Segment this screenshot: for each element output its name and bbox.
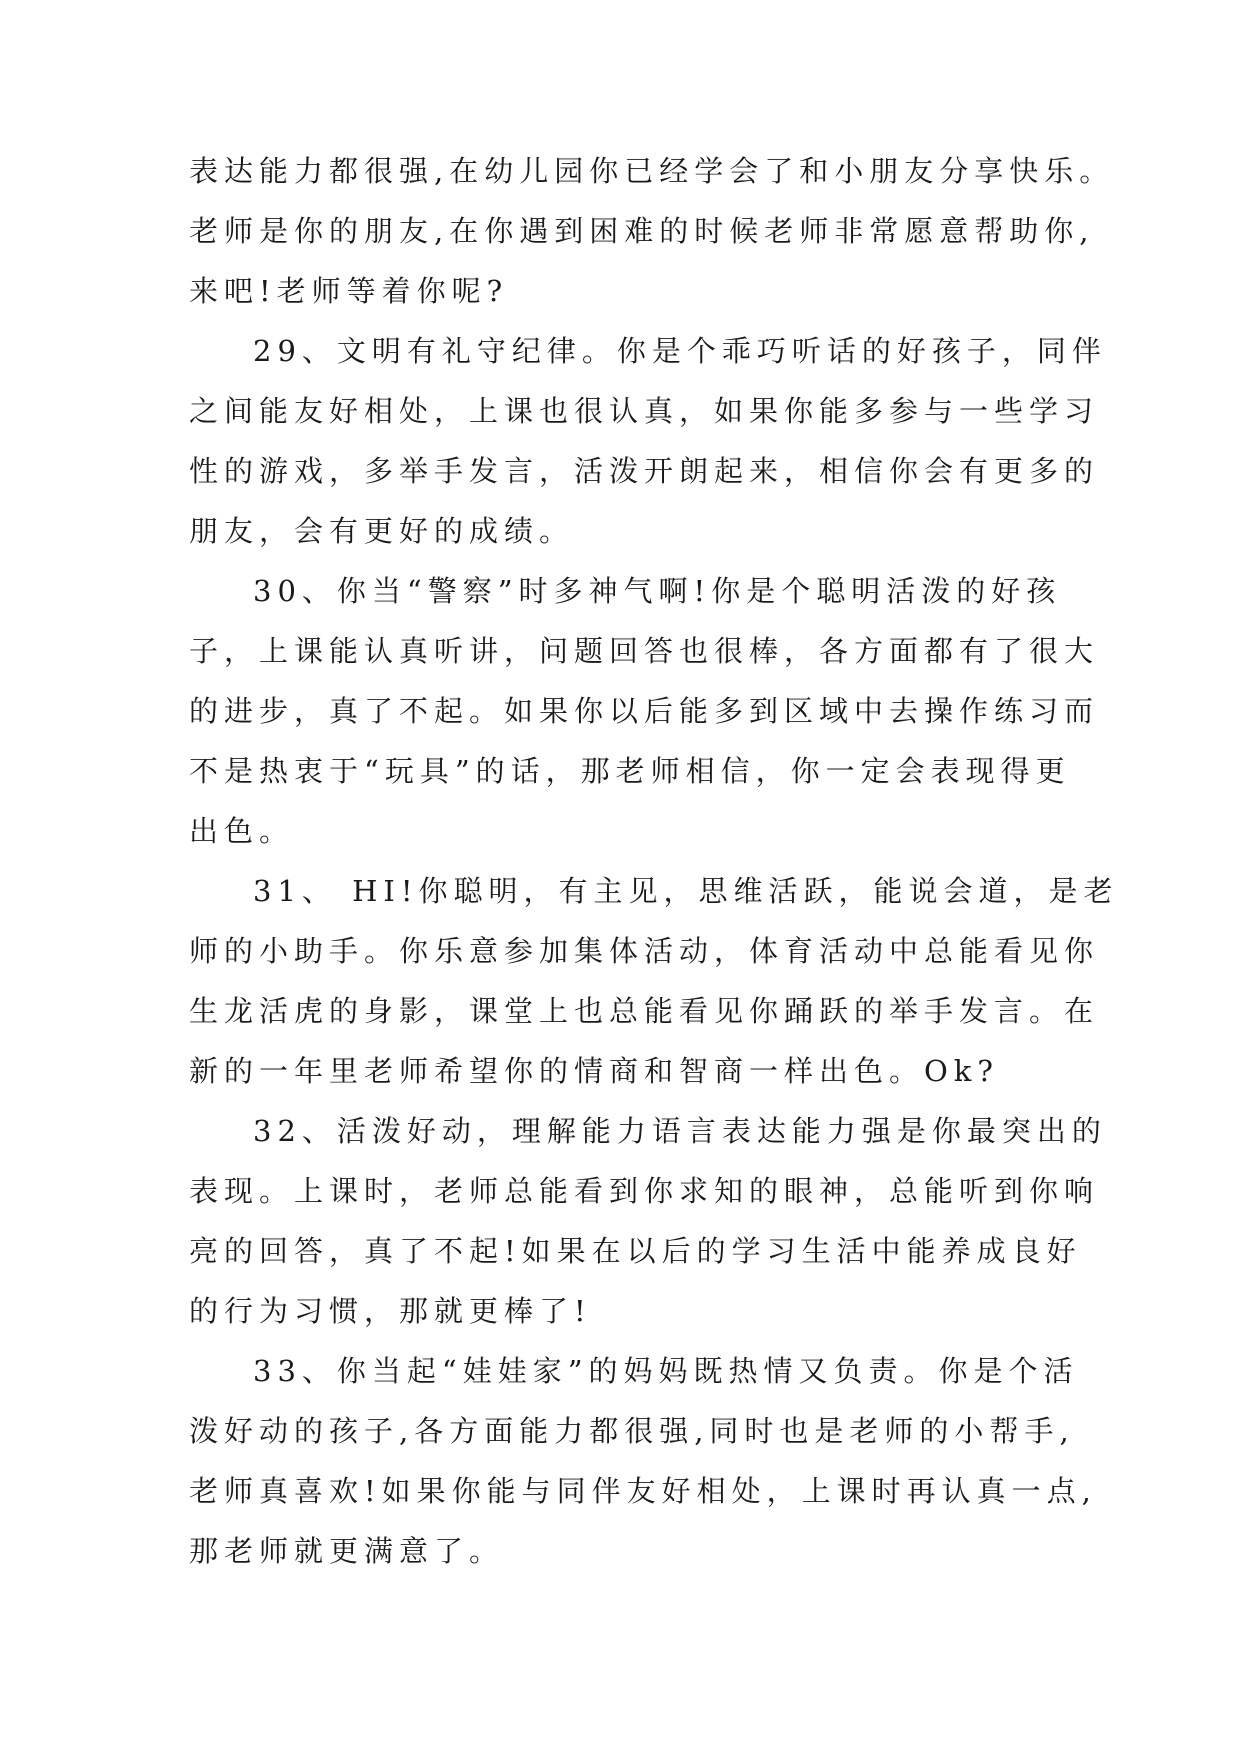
- text-line: 表现。上课时，老师总能看到你求知的眼神，总能听到你响: [189, 1174, 1100, 1208]
- text-line: 表达能力都很强,在幼儿园你已经学会了和小朋友分享快乐。: [189, 154, 1115, 188]
- text-line: 的行为习惯，那就更棒了!: [189, 1294, 592, 1328]
- text-line: 老师真喜欢!如果你能与同伴友好相处，上课时再认真一点,: [189, 1474, 1097, 1508]
- text-line: 师的小助手。你乐意参加集体活动，体育活动中总能看见你: [189, 934, 1100, 968]
- text-line: 泼好动的孩子,各方面能力都很强,同时也是老师的小帮手,: [189, 1414, 1075, 1448]
- text-line: 之间能友好相处，上课也很认真，如果你能多参与一些学习: [189, 394, 1100, 428]
- text-line: 老师是你的朋友,在你遇到困难的时候老师非常愿意帮助你,: [189, 214, 1095, 248]
- text-line: 性的游戏，多举手发言，活泼开朗起来，相信你会有更多的: [189, 454, 1100, 488]
- text-line: 生龙活虎的身影，课堂上也总能看见你踊跃的举手发言。在: [189, 994, 1100, 1028]
- comment-33-first-line: 33、你当起“娃娃家”的妈妈既热情又负责。你是个活: [253, 1354, 1079, 1388]
- text-line: 的进步，真了不起。如果你以后能多到区域中去操作练习而: [189, 694, 1100, 728]
- text-line: 不是热衷于“玩具”的话，那老师相信，你一定会表现得更: [189, 754, 1071, 788]
- comment-32-first-line: 32、活泼好动，理解能力语言表达能力强是你最突出的: [253, 1114, 1107, 1148]
- text-line: 那老师就更满意了。: [189, 1534, 505, 1568]
- comment-31-first-line: 31、 HI!你聪明，有主见，思维活跃，能说会道，是老: [253, 874, 1119, 908]
- text-line: 来吧!老师等着你呢?: [189, 274, 509, 308]
- text-line: 出色。: [189, 814, 295, 848]
- text-line: 子，上课能认真听讲，问题回答也很棒，各方面都有了很大: [189, 634, 1100, 668]
- comment-30-first-line: 30、你当“警察”时多神气啊!你是个聪明活泼的好孩: [253, 574, 1062, 608]
- text-line: 朋友，会有更好的成绩。: [189, 514, 575, 548]
- text-line: 亮的回答，真了不起!如果在以后的学习生活中能养成良好: [189, 1234, 1082, 1268]
- comment-29-first-line: 29、文明有礼守纪律。你是个乖巧听话的好孩子，同伴: [253, 334, 1107, 368]
- text-line: 新的一年里老师希望你的情商和智商一样出色。Ok?: [189, 1054, 999, 1088]
